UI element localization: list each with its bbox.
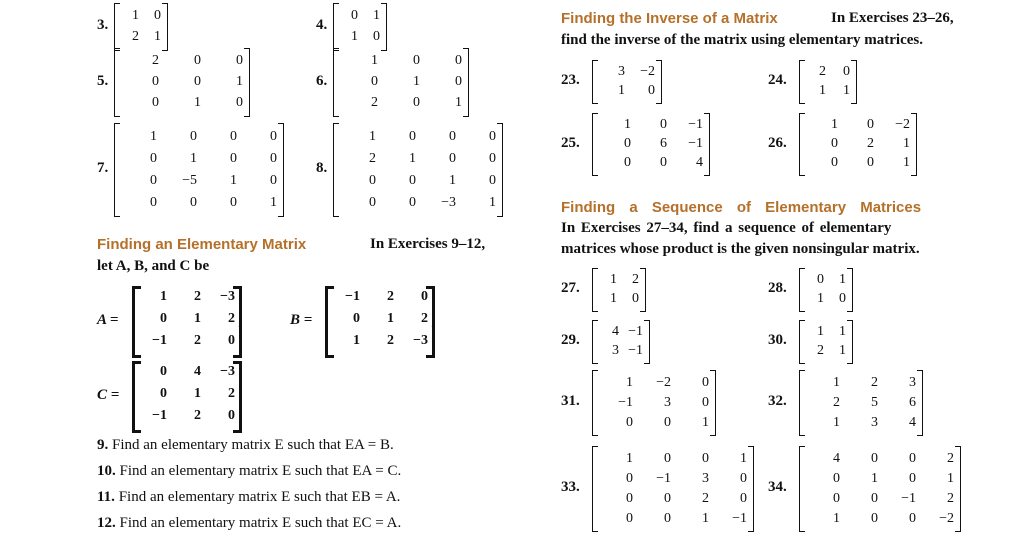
matrix-cell: 0 (833, 470, 840, 486)
matrix-a-label: A = (97, 312, 119, 328)
matrix-cell: −3 (441, 194, 456, 210)
matrix-cell: 2 (152, 53, 159, 68)
matrix-cell: 0 (270, 128, 277, 144)
matrix-bracket (592, 446, 754, 532)
matrix-cell: 0 (373, 29, 380, 44)
matrix-cell: −1 (901, 490, 916, 506)
matrix-cell: 0 (871, 510, 878, 526)
matrix-cell: 3 (871, 414, 878, 430)
matrix-cell: 0 (817, 272, 824, 287)
matrix-cell: 0 (648, 83, 655, 98)
exercise-number: 33. (561, 479, 580, 495)
matrix-bracket (799, 60, 857, 104)
matrix-cell: 1 (618, 83, 625, 98)
matrix-cell: 0 (154, 8, 161, 23)
matrix-cell: 0 (413, 53, 420, 68)
matrix-cell: 0 (489, 172, 496, 188)
matrix-cell: 1 (903, 155, 910, 170)
matrix-cell: 0 (624, 155, 631, 170)
section-intro-2: matrices whose product is the given nonsingular matrix. (561, 241, 920, 257)
matrix-bracket (592, 320, 650, 364)
matrix-cell: 2 (819, 64, 826, 79)
matrix-cell: 0 (455, 53, 462, 68)
matrix-cell: 2 (947, 450, 954, 466)
matrix-bracket (799, 320, 853, 364)
matrix-cell: 0 (489, 128, 496, 144)
matrix-cell: 0 (624, 136, 631, 151)
matrix-cell: 1 (819, 83, 826, 98)
task-text: Find an elementary matrix E such that EA = B. (108, 437, 394, 453)
matrix-cell: 0 (351, 8, 358, 23)
matrix-cell: 0 (409, 194, 416, 210)
matrix-cell: 1 (903, 136, 910, 151)
matrix-bracket (114, 48, 250, 117)
matrix-cell: 2 (132, 29, 139, 44)
matrix-cell: 0 (228, 408, 235, 423)
matrix-cell: 2 (867, 136, 874, 151)
matrix-cell: 1 (455, 95, 462, 110)
matrix-bracket (333, 3, 387, 51)
matrix-cell: 1 (132, 8, 139, 23)
matrix-cell: 2 (632, 272, 639, 287)
matrix-cell: 2 (947, 490, 954, 506)
matrix-cell: 4 (194, 364, 201, 379)
exercise-number: 8. (316, 160, 328, 176)
matrix-cell: 1 (702, 510, 709, 526)
matrix-cell: 0 (871, 490, 878, 506)
matrix-cell: 3 (702, 470, 709, 486)
matrix-cell: 0 (909, 450, 916, 466)
matrix-cell: 1 (833, 414, 840, 430)
matrix-bracket (799, 268, 853, 312)
matrix-cell: 0 (409, 128, 416, 144)
matrix-cell: 1 (194, 386, 201, 401)
matrix-cell: 3 (664, 394, 671, 410)
matrix-cell: 0 (236, 53, 243, 68)
matrix-cell: 2 (871, 374, 878, 390)
matrix-cell: 0 (664, 414, 671, 430)
matrix-cell: 1 (373, 8, 380, 23)
matrix-cell: 1 (817, 324, 824, 339)
section-intro-2: find the inverse of the matrix using elementary matrices. (561, 32, 924, 48)
matrix-cell: 0 (867, 117, 874, 132)
matrix-cell: 0 (632, 291, 639, 306)
exercise-number: 34. (768, 479, 787, 495)
matrix-cell: 1 (817, 291, 824, 306)
matrix-c-label: C = (97, 387, 120, 403)
matrix-cell: 0 (833, 490, 840, 506)
matrix-cell: 1 (831, 117, 838, 132)
matrix-cell: 0 (160, 386, 167, 401)
matrix-cell: 0 (160, 311, 167, 326)
exercise-number: 6. (316, 72, 328, 89)
matrix-cell: 2 (194, 333, 201, 348)
matrix-cell: −5 (182, 172, 197, 188)
matrix-cell: 0 (831, 136, 838, 151)
task-number: 12. (97, 515, 116, 531)
task-number: 10. (97, 463, 116, 479)
matrix-cell: −1 (618, 394, 633, 410)
matrix-cell: 0 (839, 291, 846, 306)
matrix-cell: 2 (369, 150, 376, 166)
matrix-cell: 4 (612, 324, 619, 339)
matrix-cell: 0 (160, 364, 167, 379)
matrix-cell: 2 (421, 311, 428, 326)
task-item (97, 489, 400, 506)
matrix-cell: 0 (150, 172, 157, 188)
matrix-cell: 2 (194, 289, 201, 304)
matrix-cell: 1 (371, 53, 378, 68)
matrix-cell: 1 (190, 150, 197, 166)
exercise-number: 23. (561, 72, 580, 88)
section-heading-elementary: Finding an Elementary Matrix (97, 236, 307, 253)
matrix-cell: −1 (152, 333, 167, 348)
matrix-cell: 1 (387, 311, 394, 326)
matrix-cell: −2 (656, 374, 671, 390)
matrix-cell: 1 (626, 450, 633, 466)
matrix-b-label: B = (290, 312, 313, 328)
matrix-cell: 0 (626, 414, 633, 430)
matrix-cell: 1 (160, 289, 167, 304)
punctuation: , (432, 312, 436, 328)
matrix-cell: 0 (702, 450, 709, 466)
matrix-cell: 0 (867, 155, 874, 170)
punctuation: , (239, 312, 243, 328)
exercise-number: 4. (316, 17, 328, 33)
matrix-cell: 0 (270, 150, 277, 166)
exercise-number: 26. (768, 134, 787, 151)
matrix-cell: −1 (345, 289, 360, 304)
matrix-cell: 0 (421, 289, 428, 304)
matrix-cell: 1 (610, 272, 617, 287)
exercise-number: 3. (97, 17, 109, 33)
matrix-cell: 0 (228, 333, 235, 348)
matrix-cell: 0 (702, 394, 709, 410)
matrix-cell: −3 (220, 364, 235, 379)
matrix-cell: 2 (817, 343, 824, 358)
section-heading-sequence: Finding a Sequence of Elementary Matrices (561, 199, 922, 216)
matrix-cell: −1 (732, 510, 747, 526)
matrix-bracket (333, 123, 503, 217)
matrix-cell: 1 (624, 117, 631, 132)
matrix-cell: 0 (409, 172, 416, 188)
matrix-cell: 0 (353, 311, 360, 326)
matrix-cell: 6 (909, 394, 916, 410)
matrix-cell: 1 (409, 150, 416, 166)
matrix-cell: −1 (152, 408, 167, 423)
matrix-cell: 1 (150, 128, 157, 144)
matrix-cell: 1 (833, 510, 840, 526)
section-intro: In Exercises 23–26, (831, 10, 954, 26)
matrix-cell: 3 (618, 64, 625, 79)
matrix-cell: 0 (152, 74, 159, 89)
matrix-cell: 0 (626, 470, 633, 486)
matrix-bracket (592, 370, 716, 436)
exercise-number: 28. (768, 280, 787, 296)
matrix-cell: 1 (413, 74, 420, 89)
matrix-cell: −1 (688, 136, 703, 151)
section-intro: In Exercises 9–12, (370, 236, 486, 252)
matrix-bracket (132, 286, 242, 358)
section-heading-inverse: Finding the Inverse of a Matrix (561, 10, 778, 27)
exercise-number: 30. (768, 332, 787, 348)
matrix-cell: 1 (702, 414, 709, 430)
matrix-cell: 1 (449, 172, 456, 188)
matrix-cell: 1 (839, 272, 846, 287)
matrix-cell: 1 (489, 194, 496, 210)
matrix-cell: 2 (387, 289, 394, 304)
matrix-cell: 0 (270, 172, 277, 188)
matrix-cell: 0 (626, 510, 633, 526)
matrix-cell: 4 (696, 155, 703, 170)
matrix-cell: 0 (369, 194, 376, 210)
task-text: Find an elementary matrix E such that EC = A. (115, 515, 402, 531)
matrix-cell: 1 (947, 470, 954, 486)
task-text: Find an elementary matrix E such that EA = C. (115, 463, 402, 479)
matrix-cell: 0 (831, 155, 838, 170)
matrix-cell: 6 (660, 136, 667, 151)
matrix-cell: −1 (688, 117, 703, 132)
matrix-cell: 0 (664, 490, 671, 506)
matrix-cell: 0 (626, 490, 633, 506)
matrix-cell: 0 (664, 450, 671, 466)
matrix-bracket (592, 60, 662, 104)
matrix-cell: 0 (455, 74, 462, 89)
matrix-cell: 0 (871, 450, 878, 466)
matrix-cell: −3 (413, 333, 428, 348)
section-intro-2: let A, B, and C be (97, 258, 210, 274)
matrix-cell: 0 (449, 128, 456, 144)
task-item (97, 463, 401, 480)
matrix-cell: 2 (228, 311, 235, 326)
exercise-number: 5. (97, 72, 109, 89)
matrix-cell: −2 (895, 117, 910, 132)
matrix-bracket (325, 286, 435, 358)
matrix-cell: 2 (387, 333, 394, 348)
matrix-cell: −2 (640, 64, 655, 79)
exercise-number: 32. (768, 393, 787, 409)
matrix-cell: 2 (371, 95, 378, 110)
matrix-cell: 2 (833, 394, 840, 410)
matrix-cell: 0 (664, 510, 671, 526)
section-intro: In Exercises 27–34, find a sequence of elementary (561, 220, 892, 236)
matrix-cell: −1 (656, 470, 671, 486)
matrix-cell: −1 (628, 324, 643, 339)
matrix-cell: 0 (230, 150, 237, 166)
matrix-cell: 0 (150, 194, 157, 210)
matrix-cell: 5 (871, 394, 878, 410)
matrix-cell: 0 (660, 155, 667, 170)
matrix-cell: 0 (190, 194, 197, 210)
matrix-cell: 1 (194, 95, 201, 110)
matrix-cell: 0 (489, 150, 496, 166)
matrix-cell: 1 (843, 83, 850, 98)
matrix-cell: −3 (220, 289, 235, 304)
matrix-bracket (592, 268, 646, 312)
matrix-cell: 0 (909, 470, 916, 486)
matrix-cell: 1 (194, 311, 201, 326)
matrix-cell: 0 (194, 53, 201, 68)
matrix-cell: 1 (626, 374, 633, 390)
matrix-cell: 0 (371, 74, 378, 89)
matrix-bracket (114, 3, 168, 51)
matrix-cell: 0 (660, 117, 667, 132)
matrix-cell: 0 (230, 128, 237, 144)
matrix-cell: 0 (449, 150, 456, 166)
matrix-bracket (799, 370, 923, 436)
matrix-cell: 1 (740, 450, 747, 466)
matrix-cell: 0 (150, 150, 157, 166)
task-number: 11. (97, 489, 115, 505)
matrix-cell: −1 (628, 343, 643, 358)
matrix-cell: 0 (236, 95, 243, 110)
exercise-number: 31. (561, 393, 580, 409)
matrix-cell: 4 (833, 450, 840, 466)
matrix-cell: 3 (612, 343, 619, 358)
exercise-number: 7. (97, 160, 109, 176)
matrix-cell: 0 (369, 172, 376, 188)
matrix-cell: 1 (353, 333, 360, 348)
matrix-cell: 2 (228, 386, 235, 401)
matrix-cell: 1 (839, 343, 846, 358)
matrix-cell: 1 (270, 194, 277, 210)
matrix-cell: 1 (230, 172, 237, 188)
exercise-number: 29. (561, 332, 580, 348)
matrix-cell: 1 (839, 324, 846, 339)
matrix-cell: 4 (909, 414, 916, 430)
punctuation: . (239, 387, 243, 403)
exercise-number: 25. (561, 134, 580, 151)
matrix-cell: 1 (610, 291, 617, 306)
matrix-bracket (592, 113, 710, 176)
matrix-cell: 0 (152, 95, 159, 110)
task-number: 9. (97, 437, 109, 453)
matrix-cell: 0 (702, 374, 709, 390)
matrix-cell: 3 (909, 374, 916, 390)
matrix-cell: 2 (702, 490, 709, 506)
matrix-cell: 1 (871, 470, 878, 486)
matrix-cell: 0 (843, 64, 850, 79)
matrix-bracket (333, 48, 469, 117)
matrix-cell: 2 (194, 408, 201, 423)
exercise-number: 24. (768, 72, 787, 88)
matrix-cell: 0 (230, 194, 237, 210)
matrix-cell: 0 (190, 128, 197, 144)
matrix-cell: 0 (740, 490, 747, 506)
matrix-cell: 1 (833, 374, 840, 390)
matrix-cell: −2 (939, 510, 954, 526)
matrix-cell: 0 (740, 470, 747, 486)
matrix-bracket (132, 361, 242, 433)
matrix-bracket (799, 113, 917, 176)
task-text: Find an elementary matrix E such that EB = A. (114, 489, 401, 505)
matrix-cell: 1 (236, 74, 243, 89)
matrix-bracket (799, 446, 961, 532)
task-item (97, 515, 401, 532)
matrix-cell: 1 (369, 128, 376, 144)
matrix-cell: 1 (154, 29, 161, 44)
matrix-cell: 0 (909, 510, 916, 526)
matrix-bracket (114, 123, 284, 217)
matrix-cell: 0 (413, 95, 420, 110)
exercise-number: 27. (561, 280, 580, 296)
task-item (97, 437, 394, 454)
matrix-cell: 1 (351, 29, 358, 44)
matrix-cell: 0 (194, 74, 201, 89)
